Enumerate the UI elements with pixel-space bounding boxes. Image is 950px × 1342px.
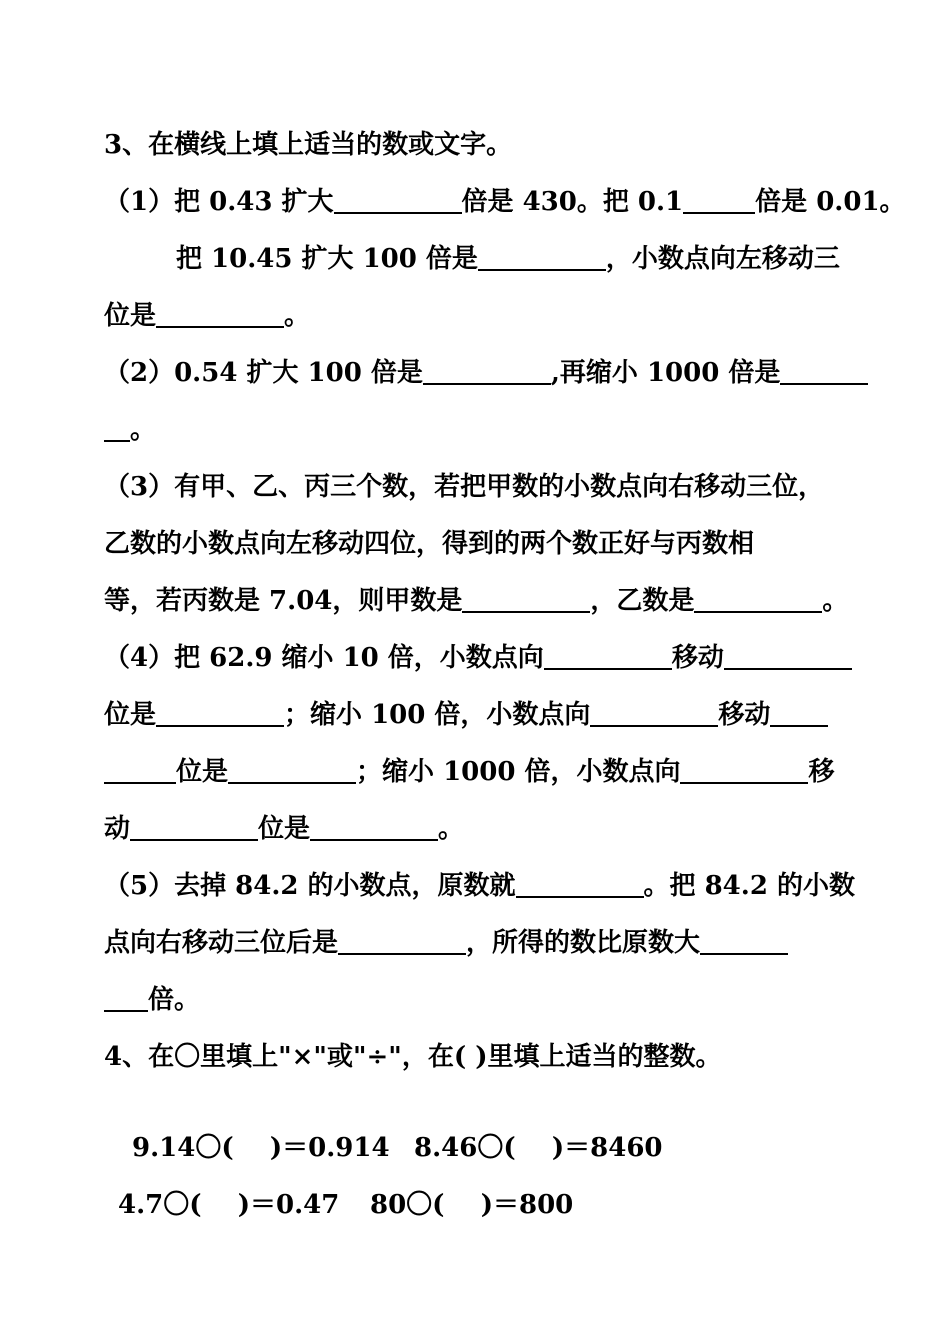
blank-input[interactable] <box>590 699 718 727</box>
blank-input[interactable] <box>310 813 438 841</box>
blank-input[interactable] <box>334 186 462 214</box>
q3-part5-line1 <box>104 869 855 903</box>
blank-input[interactable] <box>228 756 356 784</box>
q3-p4-text-i: 动 <box>104 814 131 844</box>
q3-p4-text-d: ；缩小 100 倍，小数点向 <box>284 700 591 730</box>
q3-p5-text-e: 倍。 <box>148 985 201 1015</box>
q3-p3-text-a: （3）有甲、乙、丙三个数，若把甲数的小数点向右移动三位， <box>104 472 825 502</box>
q3-p5-text-c: 点向右移动三位后是 <box>104 928 339 958</box>
blank-input[interactable] <box>724 642 852 670</box>
q3-p1-text-b: 倍是 430。把 0.1 <box>461 187 684 217</box>
blank-input[interactable] <box>130 813 258 841</box>
q4-equation-4[interactable]: 80〇( )＝800 <box>370 1190 574 1220</box>
q3-p3-text-d: ，乙数是 <box>590 586 695 616</box>
q3-p1-text-f: 位是 <box>104 301 157 331</box>
q3-p4-text-j: 位是 <box>258 814 311 844</box>
q4-equation-2[interactable]: 8.46〇( )＝8460 <box>414 1133 663 1163</box>
q3-p1-text-d: 把 10.45 扩大 100 倍是 <box>176 244 478 274</box>
q3-p4-text-k: 。 <box>438 814 465 844</box>
q3-p4-text-h: 移 <box>808 757 835 787</box>
q3-p5-text-b: 。把 84.2 的小数 <box>643 871 855 901</box>
blank-input[interactable] <box>516 870 644 898</box>
q3-part3-line2 <box>104 527 848 561</box>
blank-input[interactable] <box>338 927 466 955</box>
blank-input[interactable] <box>780 357 868 385</box>
blank-input[interactable] <box>680 756 808 784</box>
q3-p4-text-g: ；缩小 1000 倍，小数点向 <box>356 757 681 787</box>
q3-p4-text-b: 移动 <box>671 643 724 673</box>
q3-part4-line4 <box>104 812 848 846</box>
blank-input[interactable] <box>694 585 822 613</box>
q4-title-text: 4、在〇里填上"×"或"÷"，在( )里填上适当的整数。 <box>104 1042 722 1072</box>
q3-p3-text-c: 等，若丙数是 7.04，则甲数是 <box>104 586 463 616</box>
q3-part4-line2 <box>104 698 848 732</box>
blank-input[interactable] <box>156 699 284 727</box>
blank-input[interactable] <box>770 699 828 727</box>
q3-part1-line3 <box>104 299 848 333</box>
q3-title <box>104 128 848 162</box>
q3-title-text: 3、在横线上填上适当的数或文字。 <box>104 130 513 160</box>
q4-equation-3[interactable]: 4.7〇( )＝0.47 <box>118 1190 340 1220</box>
q3-part5-line3 <box>104 983 848 1017</box>
q3-part4-line1 <box>104 641 848 675</box>
blank-input-continued[interactable] <box>104 756 176 784</box>
q3-part3-line1 <box>104 470 848 504</box>
q3-p3-text-b: 乙数的小数点向左移动四位，得到的两个数正好与丙数相 <box>104 529 755 559</box>
q3-p4-text-a: （4）把 62.9 缩小 10 倍，小数点向 <box>104 643 544 673</box>
q3-part2-line2 <box>104 413 848 447</box>
q3-p3-text-e: 。 <box>822 586 849 616</box>
q3-part1-line1 <box>104 185 906 219</box>
q3-p1-text-g: 。 <box>284 301 311 331</box>
blank-input[interactable] <box>478 243 606 271</box>
blank-input[interactable] <box>544 642 672 670</box>
q3-p5-text-a: （5）去掉 84.2 的小数点，原数就 <box>104 871 516 901</box>
q3-part4-line3 <box>104 755 848 789</box>
q4-row2 <box>118 1154 848 1220</box>
q3-part2-line1 <box>104 356 848 390</box>
q3-p2-text-a: （2）0.54 扩大 100 倍是 <box>104 358 423 388</box>
q3-p4-text-c: 位是 <box>104 700 157 730</box>
q3-p4-text-e: 移动 <box>718 700 771 730</box>
blank-input-continued[interactable] <box>104 984 148 1012</box>
q3-p5-text-d: ，所得的数比原数大 <box>466 928 701 958</box>
q4-row1 <box>132 1097 848 1163</box>
q4-equation-1[interactable]: 9.14〇( )＝0.914 <box>132 1133 390 1163</box>
q3-p2-text-c: 。 <box>130 415 157 445</box>
q3-p2-text-b: ,再缩小 1000 倍是 <box>550 358 781 388</box>
blank-input[interactable] <box>462 585 590 613</box>
q3-p1-text-a: （1）把 0.43 扩大 <box>104 187 334 217</box>
blank-input[interactable] <box>423 357 551 385</box>
q3-p1-text-c: 倍是 0.01。 <box>755 187 906 217</box>
blank-input-continued[interactable] <box>104 414 130 442</box>
blank-input[interactable] <box>156 300 284 328</box>
blank-input[interactable] <box>683 186 755 214</box>
q3-p1-text-e: ，小数点向左移动三 <box>605 244 840 274</box>
q3-part1-line2 <box>176 242 848 276</box>
q3-part3-line3 <box>104 584 848 618</box>
blank-input[interactable] <box>700 927 788 955</box>
q3-part5-line2 <box>104 926 848 960</box>
q4-title <box>104 1040 848 1074</box>
q3-p4-text-f: 位是 <box>176 757 229 787</box>
